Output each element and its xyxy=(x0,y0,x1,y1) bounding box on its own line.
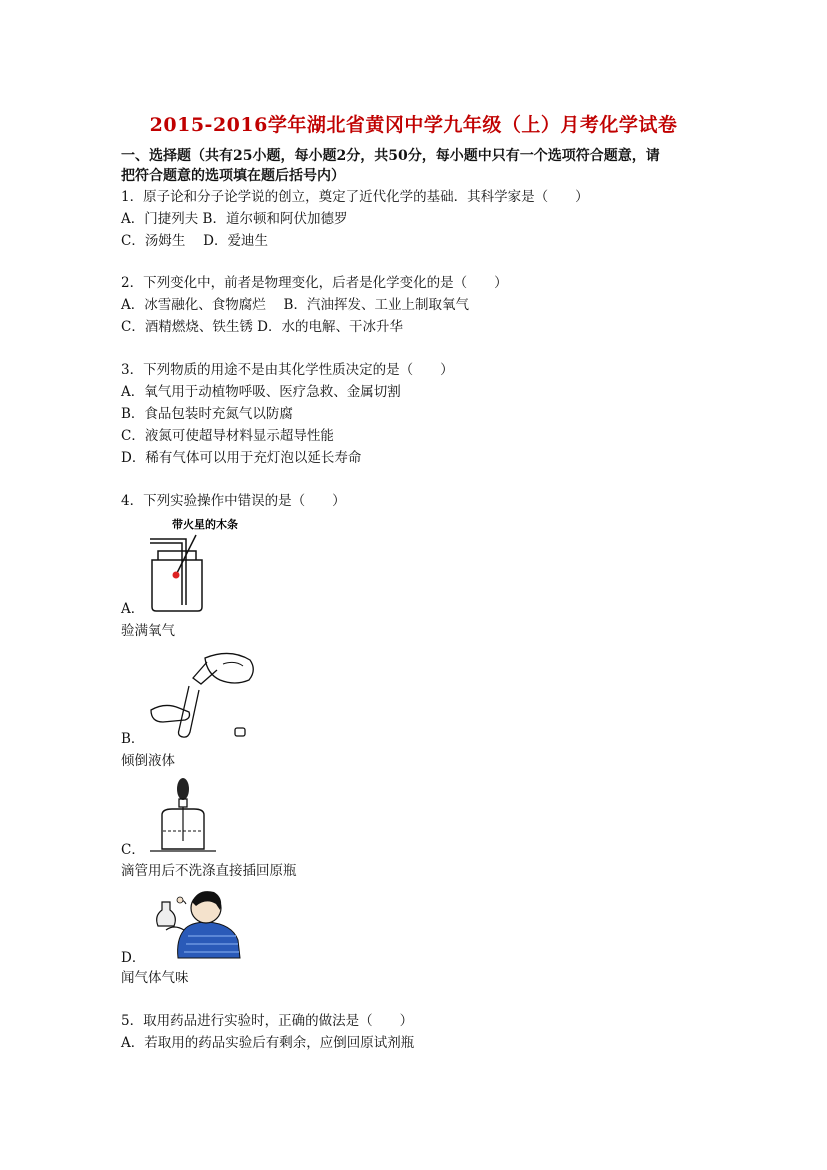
q2-options-ab: A．冰雪融化、食物腐烂 B．汽油挥发、工业上制取氧气 xyxy=(121,297,469,313)
q2-options-cd: C．酒精燃烧、铁生锈 D．水的电解、干冰升华 xyxy=(121,319,403,335)
q3-option-b: B．食品包装时充氮气以防腐 xyxy=(121,406,293,422)
q4-stem: 4．下列实验操作中错误的是（ ） xyxy=(121,493,346,509)
q5-stem: 5．取用药品进行实验时，正确的做法是（ ） xyxy=(121,1013,414,1029)
q3-option-d: D．稀有气体可以用于充灯泡以延长寿命 xyxy=(121,450,362,466)
q2-stem: 2．下列变化中，前者是物理变化，后者是化学变化的是（ ） xyxy=(121,275,508,291)
q4-option-c-text: 滴管用后不洗涤直接插回原瓶 xyxy=(121,863,297,879)
q4-option-d-text: 闻气体气味 xyxy=(121,970,189,986)
q4-option-b-text: 倾倒液体 xyxy=(121,753,175,769)
figure-a-caption: 带火星的木条 xyxy=(172,518,238,531)
q3-option-c: C．液氮可使超导材料显示超导性能 xyxy=(121,428,334,444)
page-title: 2015-2016学年湖北省黄冈中学九年级（上）月考化学试卷 xyxy=(149,114,678,136)
q1-options-cd: C．汤姆生 D．爱迪生 xyxy=(121,233,268,249)
figure-dropper-bottle xyxy=(148,775,218,855)
q1-stem: 1．原子论和分子论学说的创立，奠定了近代化学的基础．其科学家是（ ） xyxy=(121,189,589,205)
q3-stem: 3．下列物质的用途不是由其化学性质决定的是（ ） xyxy=(121,362,454,378)
q4-option-d-letter: D． xyxy=(121,950,146,966)
figure-pouring-liquid xyxy=(145,648,265,743)
q4-option-a-text: 验满氧气 xyxy=(121,623,175,639)
q3-option-a: A．氧气用于动植物呼吸、医疗急救、金属切割 xyxy=(121,384,401,400)
q1-options-ab: A．门捷列夫 B．道尔顿和阿伏加德罗 xyxy=(121,211,348,227)
section-heading xyxy=(121,146,721,186)
q4-option-c-letter: C． xyxy=(121,842,145,858)
section-heading-line1: 一、选择题（共有25小题，每小题2分，共50分，每小题中只有一个选项符合题意，请 xyxy=(121,148,660,164)
q4-option-b-letter: B． xyxy=(121,731,145,747)
figure-smelling-gas xyxy=(150,880,245,960)
section-heading-line2: 把符合题意的选项填在题后括号内） xyxy=(121,168,345,184)
q4-option-a-letter: A． xyxy=(121,601,145,617)
q5-option-a: A．若取用的药品实验后有剩余，应倒回原试剂瓶 xyxy=(121,1035,415,1051)
figure-oxygen-test xyxy=(140,515,260,615)
